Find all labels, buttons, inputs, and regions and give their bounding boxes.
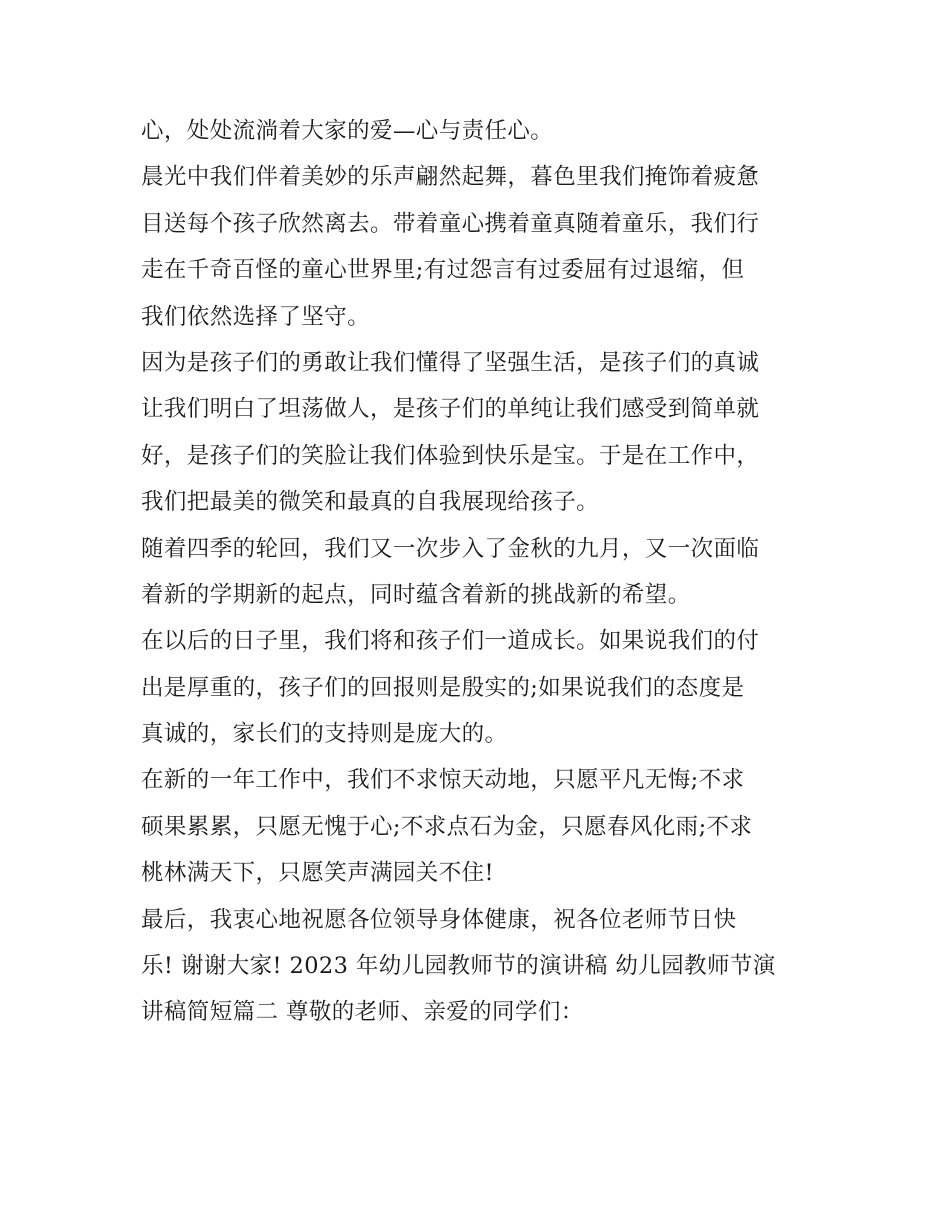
text-line: 心，处处流淌着大家的爱—心与责任心。	[141, 118, 554, 144]
text-line: 我们把最美的微笑和最真的自我展现给孩子。	[141, 489, 600, 516]
text-line: 我们依然选择了坚守。	[141, 303, 371, 330]
text-line: 真诚的，家长们的支持则是庞大的。	[141, 721, 508, 748]
text-line: 让我们明白了坦荡做人，是孩子们的单纯让我们感受到简单就	[141, 396, 760, 423]
text-line: 目送每个孩子欣然离去。带着童心携着童真随着童乐，我们行	[141, 210, 760, 237]
text-line: 最后，我衷心地祝愿各位领导身体健康，祝各位老师节日快	[141, 906, 737, 933]
text-line: 好，是孩子们的笑脸让我们体验到快乐是宝。于是在工作中，	[141, 442, 760, 469]
text-line: 桃林满天下，只愿笑声满园关不住!	[141, 860, 494, 887]
text-line: 晨光中我们伴着美妙的乐声翩然起舞，暮色里我们掩饰着疲惫	[141, 164, 760, 191]
text-line: 随着四季的轮回，我们又一次步入了金秋的九月，又一次面临	[141, 535, 760, 562]
text-line: 着新的学期新的起点，同时蕴含着新的挑战新的希望。	[141, 581, 691, 608]
text-line: 讲稿简短篇二 尊敬的老师、亲爱的同学们：	[141, 999, 584, 1026]
text-line: 硕果累累，只愿无愧于心;不求点石为金，只愿春风化雨;不求	[141, 813, 753, 840]
document-body	[141, 108, 821, 1036]
text-line: 因为是孩子们的勇敢让我们懂得了坚强生活，是孩子们的真诚	[141, 349, 760, 376]
text-line: 出是厚重的，孩子们的回报则是殷实的;如果说我们的态度是	[141, 674, 745, 701]
text-line: 走在千奇百怪的童心世界里;有过怨言有过委屈有过退缩，但	[141, 257, 745, 284]
text-line: 在新的一年工作中，我们不求惊天动地，只愿平凡无悔;不求	[141, 767, 745, 794]
text-line: 乐! 谢谢大家! 2023 年幼儿园教师节的演讲稿 幼儿园教师节演	[141, 953, 776, 980]
text-line: 在以后的日子里，我们将和孩子们一道成长。如果说我们的付	[141, 628, 760, 655]
